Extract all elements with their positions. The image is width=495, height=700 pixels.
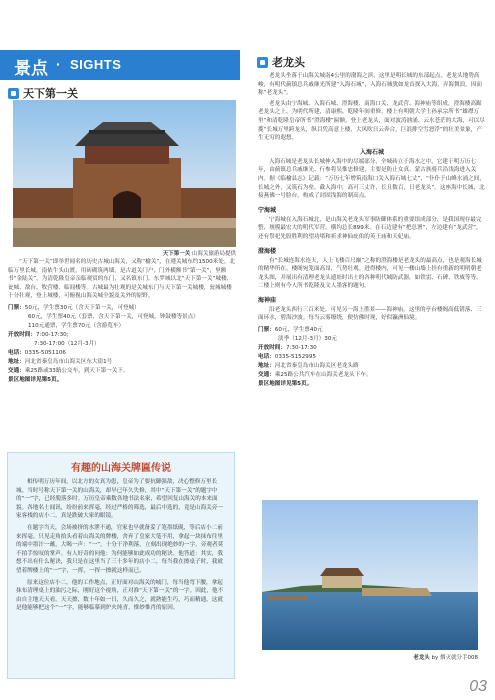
subsection-text: 宁海城在入海石城北，是山海关老龙头军事防御体系的重要组成部分，是我国现存最完整、规模最宏大的明代军营，横均总长899米。在石边建有“把总署”，左边建有“龙武营”，还有祭祀先股胜利的望功堵和祈求神仙庇佑的英王庙和天妃庙。 bbox=[258, 216, 482, 240]
legend-body bbox=[16, 478, 226, 613]
map-note: 景区地图详见第5页。 bbox=[8, 376, 63, 383]
ticket-line-1: 60元，学生票40元 bbox=[274, 327, 323, 334]
address: 河北省秦皇岛市山海关区东大街1号 bbox=[24, 358, 113, 365]
hours-line-2: 7:30-17:00（12月-3月） bbox=[34, 340, 100, 347]
map-note: 景区地图详见第5页。 bbox=[258, 381, 313, 388]
right-body: 老龙头坐落于山海关城南4公里的渤海之滨，这里是明长城的东部起点，老龙头地势高峻，有明代蓟镇总兵戚继光所建“入海石城”，入海石城犹如龙首探入大海，弄海舞浪，因而称“老龙头”。 老龙头由宁海城、入海石城、澄海楼、南海口关、龙武营、海神庙等组成，澄海楼高踞老龙头之上，为明代所建，清康熙、乾隆年间重修，楼上有明朝大学士孙承宗所书“雄襟万里”和清乾隆皇帝所书“澄海楼”匾额。登上老龙头，面对波涛汹涌、云水苍茫的大海，可以尽揽“长城万里跨龙头，纵目凭高意上楼，大风吹日云奔合，巨浪排空雪怒浮”的壮美景象，产生无穷的遐想。 入海石城 入海石城是老龙头长城伸入海中的尽端部分，全城砖立于海水之中。它建于明万历七年，由蓟镇总兵戚继光、行参将吴惟忠修建，主要是防止女真、蒙古族骑兵沿浅海进入关内。据《临榆县志》记载：“万历七年增筑南海口关入海石城七丈”，“仆仆于山峰水涌之间，长城之外，又筑石为垒，截入海中，高可三丈许，长且数百，日老龙头”。这座海中长城，北接燕佛一号脸台，构成了封固浅海的制高点。 宁海城 宁海城在入海石城北，是山海关老龙头军事防御体系的重要组成部分，是我国现存最完整、规模最宏大的明代军营，横均总长899米。在石边建有“把总署”，左边建有“龙武营”，还有祭祀先股胜利的望功堵和祈求神仙庇佑的英王庙和天妃庙。 澄海楼 有“长城连海水连天，人上飞楼百尺巅”之称的澄海楼是老龙头的最高点，也是观海长城的精华所在。楼阁宛笼面高昂，气势壮观。进得楼内，可见一楼山墙上挂有重新的明明朝老龙头图，并展出有清理老龙头遗址时出土的各种明代城防武器，如铁雷、石碑、铁威等等。二楼上则有今人所书乾隆及文人墨客的题句。 海神庙 沿老龙头西行三百米处，可见另一海上胜景——海神庙。这里的亭台楼阁高低错落、三面环水，碧海沙波。每当云雾缭绕，便仿佛时现，好似瀛洲仙境。 门票：60元，学生票40元 淡季（12月-3月）30元 开放时间：7:30-17:30 电话：0335-5152995 地址：河北省秦皇岛市山海关区老龙头路 交通：乘25路公共汽车在山海关老龙头下车。 景区地图详见第5页。 bbox=[258, 73, 485, 388]
section-dot: · bbox=[56, 56, 61, 72]
legend-paragraph: 原来这位店小二，他的工作地点，正好面对山海关的城门，每当他弯下腰，拿起抹布清理桌上的油污之际，刚好这个视角，正对准“天下第一关”的一字。因此，他不由自主地天天看，天天擦，数十年如一日，久而久之，就熟能生巧，巧而精通，这就是他能够把这个“一”字，能够临摹到炉火纯青，惟妙惟肖的原因。 bbox=[16, 579, 224, 612]
subsection-title: 海神庙 bbox=[258, 296, 277, 304]
phone: 0335-5051106 bbox=[24, 349, 66, 356]
ticket-line-1: 50元，学生票30元（含天下第一关，可登城） bbox=[24, 304, 140, 311]
sight-description: 老龙头坐落于山海关城南4公里的渤海之滨，这里是明长城的东部起点，老龙头地势高峻，有明代蓟镇总兵戚继光所建“入海石城”，入海石城犹如龙首探入大海，弄海舞浪，因而称“老龙头”。 bbox=[258, 73, 482, 97]
section-title: 景点 bbox=[14, 59, 48, 78]
hours: 7:30-17:30 bbox=[285, 345, 317, 352]
section-title-en: SIGHTS bbox=[70, 57, 122, 72]
transport: 乘25路或33路公交车，到天下第一关下。 bbox=[24, 367, 129, 374]
hours-line-1: 7:00-17:30; bbox=[35, 331, 69, 338]
subsection-text: 入海石城是老龙头长城伸入海中的尽端部分，全城砖立于海水之中。它建于明万历七年，由蓟镇总兵戚继光、行参将吴惟忠修建，主要是防止女真、蒙古族骑兵沿浅海进入关内。据《临榆县志》记载：“万历七年增筑南海口关入海石城七丈”，“仆仆于山峰水涌之间，长城之外，又筑石为垒，截入海中，高可三丈许，长且数百，日老龙头”。这座海中长城，北接燕佛一号脸台，构成了封固浅海的制高点。 bbox=[258, 158, 485, 200]
sight-title: 老龙头 bbox=[272, 56, 305, 69]
page-number: 03 bbox=[469, 678, 487, 695]
legend-paragraph: 在题字当天，会场被挤的水泄不通，官家也早就备妥了笔墨纸砚，等后店小二前来挥毫。只见走角拾头看着山海关的牌楼，舍弃了皇家大笔不用，拿起一块抹布往里的端中墨汁一蘸，大喝一声：“一”，十分干净利落，立刻出现绝妙的一字。旁观者莫不拍手惊叹的掌声。有人好奇的问他：为何能够如此成功的秘诀。他答道：其实，我想不出有什么秘诀，我只是在这里当了三十多年的店小二，每当我在擦桌子时，我就望着牌楼上的“一”字，一挥，一挥一擦就这样而已。 bbox=[16, 524, 224, 574]
photo-caption-left: 天下第一关 山海关旅游局提供 bbox=[162, 251, 236, 257]
pin-icon bbox=[257, 57, 268, 68]
legend-title: 有趣的山海关牌匾传说 bbox=[71, 463, 171, 474]
ticket-line-2: 淡季（12月-3月）30元 bbox=[278, 336, 337, 343]
photo-caption-right: 老龙头 by 烟灭就分手008 bbox=[413, 655, 478, 661]
ticket-line-3: 110元通票，学生票70元（含游览车） bbox=[28, 322, 125, 329]
pin-icon bbox=[8, 88, 19, 99]
subsection-title: 澄海楼 bbox=[258, 247, 277, 255]
subsection-title: 宁海城 bbox=[258, 206, 277, 214]
sight-description: 老龙头由宁海城、入海石城、澄海楼、南海口关、龙武营、海神庙等组成，澄海楼高踞老龙头之上，为明代所建，清康熙、乾隆年间重修，楼上有明朝大学士孙承宗所书“雄襟万里”和清乾隆皇帝所书“澄海楼”匾额。登上老龙头，面对波涛汹涌、云水苍茫的大海，可以尽揽“长城万里跨龙头，纵目凭高意上楼，大风吹日云奔合，巨浪排空雪怒浮”的壮美景象，产生无穷的遐想。 bbox=[258, 100, 485, 142]
subsection-text: 有“长城连海水连天，人上飞楼百尺巅”之称的澄海楼是老龙头的最高点，也是观海长城的精华所在。楼阁宛笼面高昂，气势壮观。进得楼内，可见一楼山墙上挂有重新的明明朝老龙头图，并展出有清理老龙头遗址时出土的各种明代城防武器，如铁雷、石碑、铁威等等。二楼上则有今人所书乾隆及文人墨客的题句。 bbox=[258, 257, 482, 290]
photo-laolongtou bbox=[262, 500, 478, 650]
sight-description: “天下第一关”即举世闻名的历史古城山海关，又称“榆关”，在遵关城东约1500米处。北临万里长城，南依牛头山渡，用砖砌筑两墙，是古道关门户，门外横额书“第一关”，里额书“金陆关”，为清乾隆皇帝亲临观赏的东门，又名镇东门。东罗城以北“天下第一关”城楼、瓮城、敌台、牧营楼、临闾楼等。古城最为壮观的是关城东门与天下第一关城楼，瓮城城楼十分壮观，登上城楼，可俯视山海关城全貌及关外的原野。 bbox=[8, 259, 236, 300]
sight-heading-laolongtou bbox=[257, 54, 305, 70]
legend-paragraph: 相传明万历年间，以北方的女真为患，皇帝为了要抗御强敌，决心整修万里长城。当时号称天下第一关的山海关，却早已年久失修，其中“天下第一关”的题字中的“一”字，已经脱落多时。万历皇帝乘数各地书法名家，希望回复山海关的本来面貌。各地名士闻讯，纷纷前来挥毫，经过严格的筛选，最后中选的，竟是山海关旁一家客栈的店小二，真是跌破大家的眼镜。 bbox=[16, 479, 223, 520]
left-body: “天下第一关”即举世闻名的历史古城山海关，又称“榆关”，在遵关城东约1500米处。北临万里长城，南依牛头山渡，用砖砌筑两墙，是古道关门户，门外横额书“第一关”，里额书“金陆关”，为清乾隆皇帝亲临观赏的东门，又名镇东门。东罗城以北“天下第一关”城楼、瓮城、敌台、牧营楼、临闾楼等。古城最为壮观的是关城东门与天下第一关城楼，瓮城城楼十分壮观，登上城楼，可俯视山海关城全貌及关外的原野。 门票：50元，学生票30元（含天下第一关，可登城） 60元，学生票40元（套票，含天下第一关，可登城，钟鼓楼等景点） 110元通票，学生票70元（含游览车） 开放时间：7:00-17:30; 7:30-17:00（12月-3月） 电话：0335-5051106 地址：河北省秦皇岛市山海关区东大街1号 交通：乘25路或33路公交车，到天下第一关下。 景区地图详见第5页。 bbox=[8, 259, 236, 383]
transport: 乘25路公共汽车在山海关老龙头下车。 bbox=[274, 372, 372, 379]
address: 河北省秦皇岛市山海关区老龙头路 bbox=[274, 363, 359, 370]
photo-tianxia-diyiguan bbox=[13, 100, 236, 247]
ticket-line-2: 60元，学生票40元（套票，含天下第一关，可登城，钟鼓楼等景点） bbox=[28, 313, 199, 320]
legend-story-box bbox=[7, 452, 235, 679]
sight-title: 天下第一关 bbox=[23, 87, 78, 100]
section-header bbox=[0, 50, 240, 80]
subsection-text: 沿老龙头西行三百米处，可见另一海上胜景——海神庙。这里的亭台楼阁高低错落、三面环水，碧海沙波。每当云雾缭绕，便仿佛时现，好似瀛洲仙境。 bbox=[258, 306, 482, 322]
sight-heading-tianxia bbox=[8, 85, 78, 101]
phone: 0335-5152995 bbox=[274, 354, 316, 361]
subsection-title: 入海石城 bbox=[359, 148, 384, 156]
